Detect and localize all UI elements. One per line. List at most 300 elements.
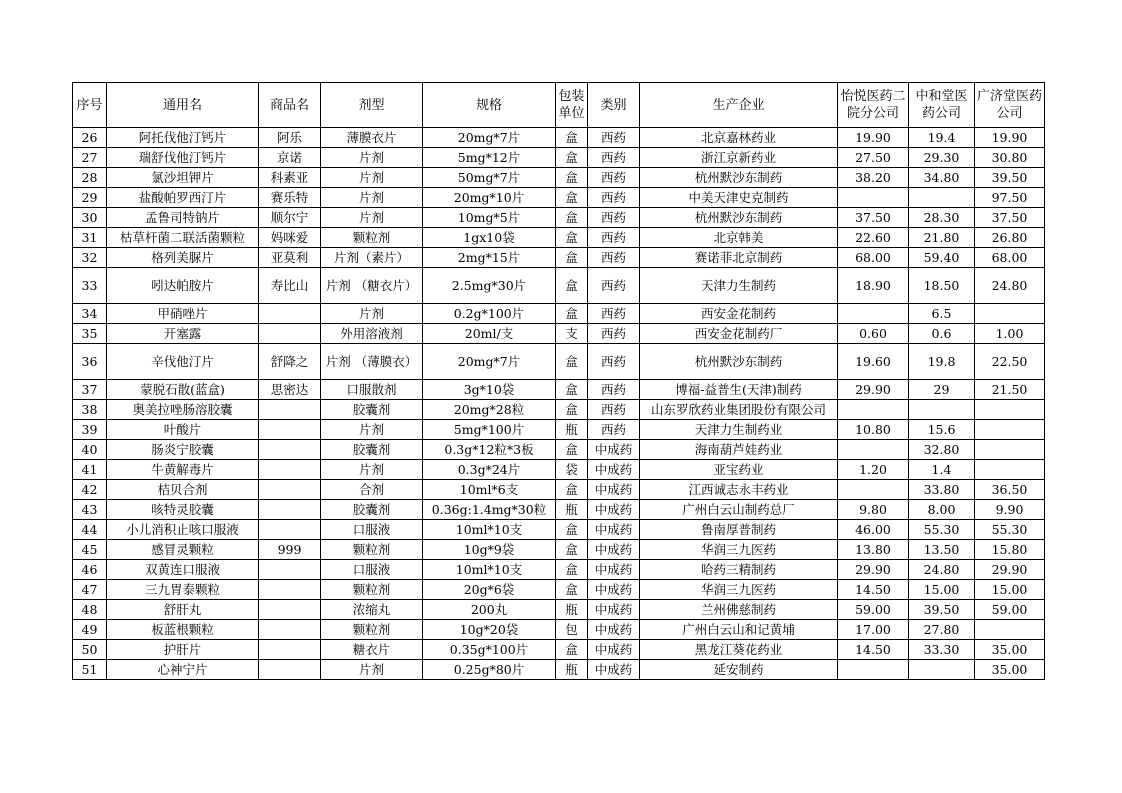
- col-category: 中成药: [588, 620, 640, 640]
- col-dosage-form: 片剂: [321, 304, 423, 324]
- col-spec: 20ml/支: [423, 324, 556, 344]
- col-price-zhonghetang: 24.80: [909, 560, 975, 580]
- col-dosage-form: 口服液: [321, 520, 423, 540]
- table-row: [73, 500, 1045, 520]
- col-spec: 20g*6袋: [423, 580, 556, 600]
- col-generic-name: 甲硝唑片: [107, 304, 259, 324]
- col-category: 西药: [588, 420, 640, 440]
- col-generic-name: 氯沙坦钾片: [107, 168, 259, 188]
- col-price-zhonghetang: 13.50: [909, 540, 975, 560]
- col-pack-unit: 盒: [556, 344, 588, 380]
- table-row: [73, 304, 1045, 324]
- col-price-zhonghetang: [909, 188, 975, 208]
- col-brand-name: [259, 600, 321, 620]
- col-price-guangjitang: 9.90: [975, 500, 1045, 520]
- col-generic-name: 盐酸帕罗西汀片: [107, 188, 259, 208]
- col-dosage-form: 胶囊剂: [321, 500, 423, 520]
- table-row: [73, 400, 1045, 420]
- col-pack-unit: 瓶: [556, 420, 588, 440]
- table-row: [73, 148, 1045, 168]
- col-spec: 10g*9袋: [423, 540, 556, 560]
- col-brand-name: 科素亚: [259, 168, 321, 188]
- table-row: [73, 268, 1045, 304]
- col-price-zhonghetang: 33.30: [909, 640, 975, 660]
- col-seq: 47: [73, 580, 107, 600]
- col-pack-unit: 瓶: [556, 500, 588, 520]
- col-seq: 26: [73, 128, 107, 148]
- col-price-yiyue: 27.50: [838, 148, 909, 168]
- col-spec: 0.2g*100片: [423, 304, 556, 324]
- col-price-zhonghetang: 21.80: [909, 228, 975, 248]
- col-dosage-form: 片剂: [321, 460, 423, 480]
- col-category: 西药: [588, 148, 640, 168]
- col-seq: 38: [73, 400, 107, 420]
- col-manufacturer: 杭州默沙东制药: [640, 344, 838, 380]
- col-price-zhonghetang: 19.8: [909, 344, 975, 380]
- col-category: 中成药: [588, 600, 640, 620]
- col-seq: 39: [73, 420, 107, 440]
- col-manufacturer: 赛诺菲北京制药: [640, 248, 838, 268]
- table-row: [73, 248, 1045, 268]
- col-price-yiyue: 37.50: [838, 208, 909, 228]
- col-price-guangjitang: [975, 620, 1045, 640]
- col-manufacturer: 广州白云山和记黄埔: [640, 620, 838, 640]
- col-price-zhonghetang: 15.6: [909, 420, 975, 440]
- col-seq: 34: [73, 304, 107, 324]
- col-price-guangjitang: 21.50: [975, 380, 1045, 400]
- col-dosage-form-header: 剂型: [321, 83, 423, 128]
- col-price-yiyue: 29.90: [838, 380, 909, 400]
- col-category: 中成药: [588, 540, 640, 560]
- col-price-guangjitang: 39.50: [975, 168, 1045, 188]
- col-dosage-form: 口服液: [321, 560, 423, 580]
- col-generic-name: 枯草杆菌二联活菌颗粒: [107, 228, 259, 248]
- col-spec: 2mg*15片: [423, 248, 556, 268]
- col-generic-name: 心神宁片: [107, 660, 259, 680]
- col-spec: 2.5mg*30片: [423, 268, 556, 304]
- col-price-guangjitang: 35.00: [975, 640, 1045, 660]
- col-pack-unit: 盒: [556, 540, 588, 560]
- table-row: [73, 188, 1045, 208]
- col-generic-name: 吲达帕胺片: [107, 268, 259, 304]
- col-manufacturer: 延安制药: [640, 660, 838, 680]
- col-spec: 50mg*7片: [423, 168, 556, 188]
- col-seq: 49: [73, 620, 107, 640]
- col-price-guangjitang: 29.90: [975, 560, 1045, 580]
- col-price-guangjitang: 26.80: [975, 228, 1045, 248]
- col-price-zhonghetang: [909, 660, 975, 680]
- col-price-zhonghetang: 6.5: [909, 304, 975, 324]
- table-row: [73, 420, 1045, 440]
- col-dosage-form: 片剂: [321, 420, 423, 440]
- table-row: [73, 560, 1045, 580]
- col-spec: 0.36g:1.4mg*30粒: [423, 500, 556, 520]
- col-pack-unit: 盒: [556, 208, 588, 228]
- col-price-zhonghetang: 29: [909, 380, 975, 400]
- col-brand-name: [259, 420, 321, 440]
- col-seq: 42: [73, 480, 107, 500]
- col-spec-header: 规格: [423, 83, 556, 128]
- col-price-yiyue: [838, 480, 909, 500]
- col-category: 西药: [588, 380, 640, 400]
- col-pack-unit: 盒: [556, 560, 588, 580]
- col-manufacturer: 杭州默沙东制药: [640, 208, 838, 228]
- col-generic-name: 桔贝合剂: [107, 480, 259, 500]
- col-manufacturer: 西安金花制药: [640, 304, 838, 324]
- col-price-zhonghetang: 28.30: [909, 208, 975, 228]
- col-seq-header: 序号: [73, 83, 107, 128]
- col-price-zhonghetang: 39.50: [909, 600, 975, 620]
- col-generic-name: 三九胃泰颗粒: [107, 580, 259, 600]
- col-price-yiyue: 13.80: [838, 540, 909, 560]
- col-dosage-form: 糖衣片: [321, 640, 423, 660]
- col-spec: 0.25g*80片: [423, 660, 556, 680]
- col-spec: 10ml*10支: [423, 560, 556, 580]
- col-spec: 20mg*10片: [423, 188, 556, 208]
- col-manufacturer: 中美天津史克制药: [640, 188, 838, 208]
- col-manufacturer: 北京嘉林药业: [640, 128, 838, 148]
- table-row: [73, 440, 1045, 460]
- col-category: 西药: [588, 228, 640, 248]
- col-dosage-form: 片剂 （薄膜衣）: [321, 344, 423, 380]
- col-dosage-form: 胶囊剂: [321, 400, 423, 420]
- col-price-guangjitang: [975, 440, 1045, 460]
- col-pack-unit: 盒: [556, 168, 588, 188]
- col-price-guangjitang: 19.90: [975, 128, 1045, 148]
- col-brand-name: [259, 304, 321, 324]
- col-category: 西药: [588, 304, 640, 324]
- col-category: 中成药: [588, 660, 640, 680]
- col-seq: 37: [73, 380, 107, 400]
- col-seq: 35: [73, 324, 107, 344]
- col-price-yiyue: 18.90: [838, 268, 909, 304]
- col-spec: 5mg*12片: [423, 148, 556, 168]
- col-manufacturer: 杭州默沙东制药: [640, 168, 838, 188]
- table-row: [73, 520, 1045, 540]
- col-price-yiyue-header: 怡悦医药二院分公司: [838, 83, 909, 128]
- col-manufacturer: 兰州佛慈制药: [640, 600, 838, 620]
- table-row: [73, 600, 1045, 620]
- col-generic-name: 双黄连口服液: [107, 560, 259, 580]
- col-generic-name: 板蓝根颗粒: [107, 620, 259, 640]
- col-price-guangjitang: 55.30: [975, 520, 1045, 540]
- col-category: 中成药: [588, 500, 640, 520]
- col-price-yiyue: 29.90: [838, 560, 909, 580]
- col-pack-unit: 盒: [556, 400, 588, 420]
- table-row: [73, 228, 1045, 248]
- col-brand-name: [259, 480, 321, 500]
- col-generic-name: 辛伐他汀片: [107, 344, 259, 380]
- col-category: 中成药: [588, 440, 640, 460]
- col-pack-unit: 盒: [556, 380, 588, 400]
- col-category: 西药: [588, 168, 640, 188]
- col-spec: 200丸: [423, 600, 556, 620]
- table-row: [73, 128, 1045, 148]
- col-price-guangjitang: 68.00: [975, 248, 1045, 268]
- col-price-yiyue: [838, 304, 909, 324]
- col-category: 西药: [588, 128, 640, 148]
- col-dosage-form: 颗粒剂: [321, 228, 423, 248]
- col-dosage-form: 片剂: [321, 660, 423, 680]
- col-dosage-form: 片剂: [321, 188, 423, 208]
- col-dosage-form: 片剂: [321, 168, 423, 188]
- col-price-yiyue: 22.60: [838, 228, 909, 248]
- col-price-guangjitang: 59.00: [975, 600, 1045, 620]
- col-seq: 30: [73, 208, 107, 228]
- col-pack-unit: 盒: [556, 580, 588, 600]
- col-brand-name: [259, 640, 321, 660]
- col-seq: 32: [73, 248, 107, 268]
- col-seq: 45: [73, 540, 107, 560]
- table-body: [73, 128, 1045, 680]
- col-brand-name: [259, 560, 321, 580]
- col-manufacturer: 亚宝药业: [640, 460, 838, 480]
- col-generic-name: 牛黄解毒片: [107, 460, 259, 480]
- col-category: 中成药: [588, 480, 640, 500]
- col-price-yiyue: 68.00: [838, 248, 909, 268]
- col-price-guangjitang: 36.50: [975, 480, 1045, 500]
- col-category: 西药: [588, 248, 640, 268]
- col-dosage-form: 胶囊剂: [321, 440, 423, 460]
- col-manufacturer: 天津力生制药业: [640, 420, 838, 440]
- col-price-zhonghetang: [909, 400, 975, 420]
- col-category: 中成药: [588, 640, 640, 660]
- table-row: [73, 208, 1045, 228]
- col-price-yiyue: 19.90: [838, 128, 909, 148]
- col-manufacturer: 华润三九医药: [640, 580, 838, 600]
- col-pack-unit: 盒: [556, 480, 588, 500]
- col-price-zhonghetang: 59.40: [909, 248, 975, 268]
- col-dosage-form: 外用溶液剂: [321, 324, 423, 344]
- col-dosage-form: 口服散剂: [321, 380, 423, 400]
- col-price-zhonghetang-header: 中和堂医药公司: [909, 83, 975, 128]
- col-price-zhonghetang: 1.4: [909, 460, 975, 480]
- col-generic-name: 瑞舒伐他汀钙片: [107, 148, 259, 168]
- col-spec: 10ml*10支: [423, 520, 556, 540]
- col-seq: 43: [73, 500, 107, 520]
- col-pack-unit: 支: [556, 324, 588, 344]
- col-price-guangjitang: 15.80: [975, 540, 1045, 560]
- col-dosage-form: 颗粒剂: [321, 620, 423, 640]
- col-price-yiyue: [838, 400, 909, 420]
- col-pack-unit: 盒: [556, 440, 588, 460]
- col-brand-name: 妈咪爱: [259, 228, 321, 248]
- col-pack-unit: 盒: [556, 268, 588, 304]
- col-manufacturer: 黑龙江葵花药业: [640, 640, 838, 660]
- col-spec: 20mg*7片: [423, 344, 556, 380]
- col-dosage-form: 薄膜衣片: [321, 128, 423, 148]
- col-dosage-form: 浓缩丸: [321, 600, 423, 620]
- col-price-zhonghetang: 15.00: [909, 580, 975, 600]
- col-generic-name: 咳特灵胶囊: [107, 500, 259, 520]
- col-price-zhonghetang: 0.6: [909, 324, 975, 344]
- col-seq: 41: [73, 460, 107, 480]
- col-category: 中成药: [588, 460, 640, 480]
- col-manufacturer: 浙江京新药业: [640, 148, 838, 168]
- col-spec: 0.35g*100片: [423, 640, 556, 660]
- col-pack-unit: 瓶: [556, 600, 588, 620]
- table-row: [73, 324, 1045, 344]
- col-generic-name: 叶酸片: [107, 420, 259, 440]
- col-manufacturer: 哈药三精制药: [640, 560, 838, 580]
- col-brand-name: [259, 520, 321, 540]
- col-dosage-form: 片剂: [321, 148, 423, 168]
- col-price-zhonghetang: 32.80: [909, 440, 975, 460]
- col-brand-name: [259, 440, 321, 460]
- col-category: 中成药: [588, 520, 640, 540]
- col-seq: 27: [73, 148, 107, 168]
- col-pack-unit: 盒: [556, 128, 588, 148]
- col-brand-name: 舒降之: [259, 344, 321, 380]
- col-manufacturer: 西安金花制药厂: [640, 324, 838, 344]
- col-price-guangjitang: 35.00: [975, 660, 1045, 680]
- col-dosage-form: 颗粒剂: [321, 580, 423, 600]
- col-price-guangjitang: 1.00: [975, 324, 1045, 344]
- col-generic-name: 奥美拉唑肠溶胶囊: [107, 400, 259, 420]
- col-seq: 33: [73, 268, 107, 304]
- table-row: [73, 640, 1045, 660]
- table-row: [73, 460, 1045, 480]
- col-pack-unit-header: 包装单位: [556, 83, 588, 128]
- col-price-yiyue: [838, 440, 909, 460]
- table-row: [73, 660, 1045, 680]
- col-generic-name: 肠炎宁胶囊: [107, 440, 259, 460]
- col-seq: 48: [73, 600, 107, 620]
- col-price-zhonghetang: 55.30: [909, 520, 975, 540]
- col-seq: 28: [73, 168, 107, 188]
- col-category: 中成药: [588, 580, 640, 600]
- col-dosage-form: 片剂 （糖衣片）: [321, 268, 423, 304]
- col-category: 西药: [588, 344, 640, 380]
- col-dosage-form: 片剂（素片）: [321, 248, 423, 268]
- col-generic-name: 开塞露: [107, 324, 259, 344]
- col-manufacturer: 华润三九医药: [640, 540, 838, 560]
- table-row: [73, 480, 1045, 500]
- col-price-zhonghetang: 18.50: [909, 268, 975, 304]
- col-manufacturer-header: 生产企业: [640, 83, 838, 128]
- col-generic-name: 格列美脲片: [107, 248, 259, 268]
- col-brand-name: [259, 500, 321, 520]
- col-spec: 0.3g*12粒*3板: [423, 440, 556, 460]
- table-row: [73, 168, 1045, 188]
- col-pack-unit: 盒: [556, 148, 588, 168]
- col-brand-name: 999: [259, 540, 321, 560]
- col-generic-name: 孟鲁司特钠片: [107, 208, 259, 228]
- col-manufacturer: 江西诚志永丰药业: [640, 480, 838, 500]
- col-price-yiyue: 17.00: [838, 620, 909, 640]
- col-generic-name: 感冒灵颗粒: [107, 540, 259, 560]
- table-row: [73, 540, 1045, 560]
- col-generic-name: 小儿消积止咳口服液: [107, 520, 259, 540]
- col-category: 西药: [588, 188, 640, 208]
- col-spec: 1gx10袋: [423, 228, 556, 248]
- col-spec: 10g*20袋: [423, 620, 556, 640]
- table-row: [73, 380, 1045, 400]
- header-row: [73, 83, 1045, 128]
- col-pack-unit: 盒: [556, 248, 588, 268]
- col-seq: 31: [73, 228, 107, 248]
- col-seq: 44: [73, 520, 107, 540]
- col-category: 西药: [588, 208, 640, 228]
- col-price-guangjitang: [975, 420, 1045, 440]
- col-price-guangjitang: 30.80: [975, 148, 1045, 168]
- col-price-yiyue: 19.60: [838, 344, 909, 380]
- col-spec: 10mg*5片: [423, 208, 556, 228]
- col-brand-name: [259, 400, 321, 420]
- col-seq: 40: [73, 440, 107, 460]
- col-price-guangjitang: 22.50: [975, 344, 1045, 380]
- col-price-yiyue: 38.20: [838, 168, 909, 188]
- col-price-guangjitang: 15.00: [975, 580, 1045, 600]
- col-brand-name: 赛乐特: [259, 188, 321, 208]
- col-brand-name: 思密达: [259, 380, 321, 400]
- table-row: [73, 620, 1045, 640]
- col-price-guangjitang: 97.50: [975, 188, 1045, 208]
- table-row: [73, 580, 1045, 600]
- col-price-zhonghetang: 29.30: [909, 148, 975, 168]
- col-brand-name: 顺尔宁: [259, 208, 321, 228]
- col-price-yiyue: 59.00: [838, 600, 909, 620]
- col-price-yiyue: 46.00: [838, 520, 909, 540]
- col-generic-name: 舒肝丸: [107, 600, 259, 620]
- col-category-header: 类别: [588, 83, 640, 128]
- col-pack-unit: 盒: [556, 188, 588, 208]
- col-price-zhonghetang: 8.00: [909, 500, 975, 520]
- col-price-yiyue: 9.80: [838, 500, 909, 520]
- col-spec: 0.3g*24片: [423, 460, 556, 480]
- col-brand-name: [259, 324, 321, 344]
- col-price-guangjitang: 37.50: [975, 208, 1045, 228]
- col-brand-name: [259, 460, 321, 480]
- col-price-yiyue: 14.50: [838, 640, 909, 660]
- col-seq: 50: [73, 640, 107, 660]
- col-seq: 51: [73, 660, 107, 680]
- col-price-guangjitang-header: 广济堂医药公司: [975, 83, 1045, 128]
- col-price-guangjitang: 24.80: [975, 268, 1045, 304]
- col-brand-name: 寿比山: [259, 268, 321, 304]
- col-brand-name: 阿乐: [259, 128, 321, 148]
- col-price-yiyue: 0.60: [838, 324, 909, 344]
- col-brand-name: [259, 580, 321, 600]
- col-dosage-form: 合剂: [321, 480, 423, 500]
- col-category: 中成药: [588, 560, 640, 580]
- col-price-zhonghetang: 19.4: [909, 128, 975, 148]
- col-price-guangjitang: [975, 460, 1045, 480]
- col-manufacturer: 广州白云山制药总厂: [640, 500, 838, 520]
- col-spec: 20mg*28粒: [423, 400, 556, 420]
- col-brand-name: 亚莫利: [259, 248, 321, 268]
- col-spec: 10ml*6支: [423, 480, 556, 500]
- col-price-yiyue: 14.50: [838, 580, 909, 600]
- col-price-zhonghetang: 27.80: [909, 620, 975, 640]
- col-manufacturer: 天津力生制药: [640, 268, 838, 304]
- col-pack-unit: 包: [556, 620, 588, 640]
- col-category: 西药: [588, 400, 640, 420]
- col-generic-name: 阿托伐他汀钙片: [107, 128, 259, 148]
- col-dosage-form: 片剂: [321, 208, 423, 228]
- col-category: 西药: [588, 268, 640, 304]
- col-price-guangjitang: [975, 400, 1045, 420]
- col-price-yiyue: 1.20: [838, 460, 909, 480]
- col-dosage-form: 颗粒剂: [321, 540, 423, 560]
- col-manufacturer: 博福-益普生(天津)制药: [640, 380, 838, 400]
- col-brand-name: [259, 660, 321, 680]
- col-price-yiyue: [838, 188, 909, 208]
- col-pack-unit: 盒: [556, 304, 588, 324]
- col-brand-name: 京诺: [259, 148, 321, 168]
- col-generic-name: 蒙脱石散(蓝盒): [107, 380, 259, 400]
- col-manufacturer: 海南葫芦娃药业: [640, 440, 838, 460]
